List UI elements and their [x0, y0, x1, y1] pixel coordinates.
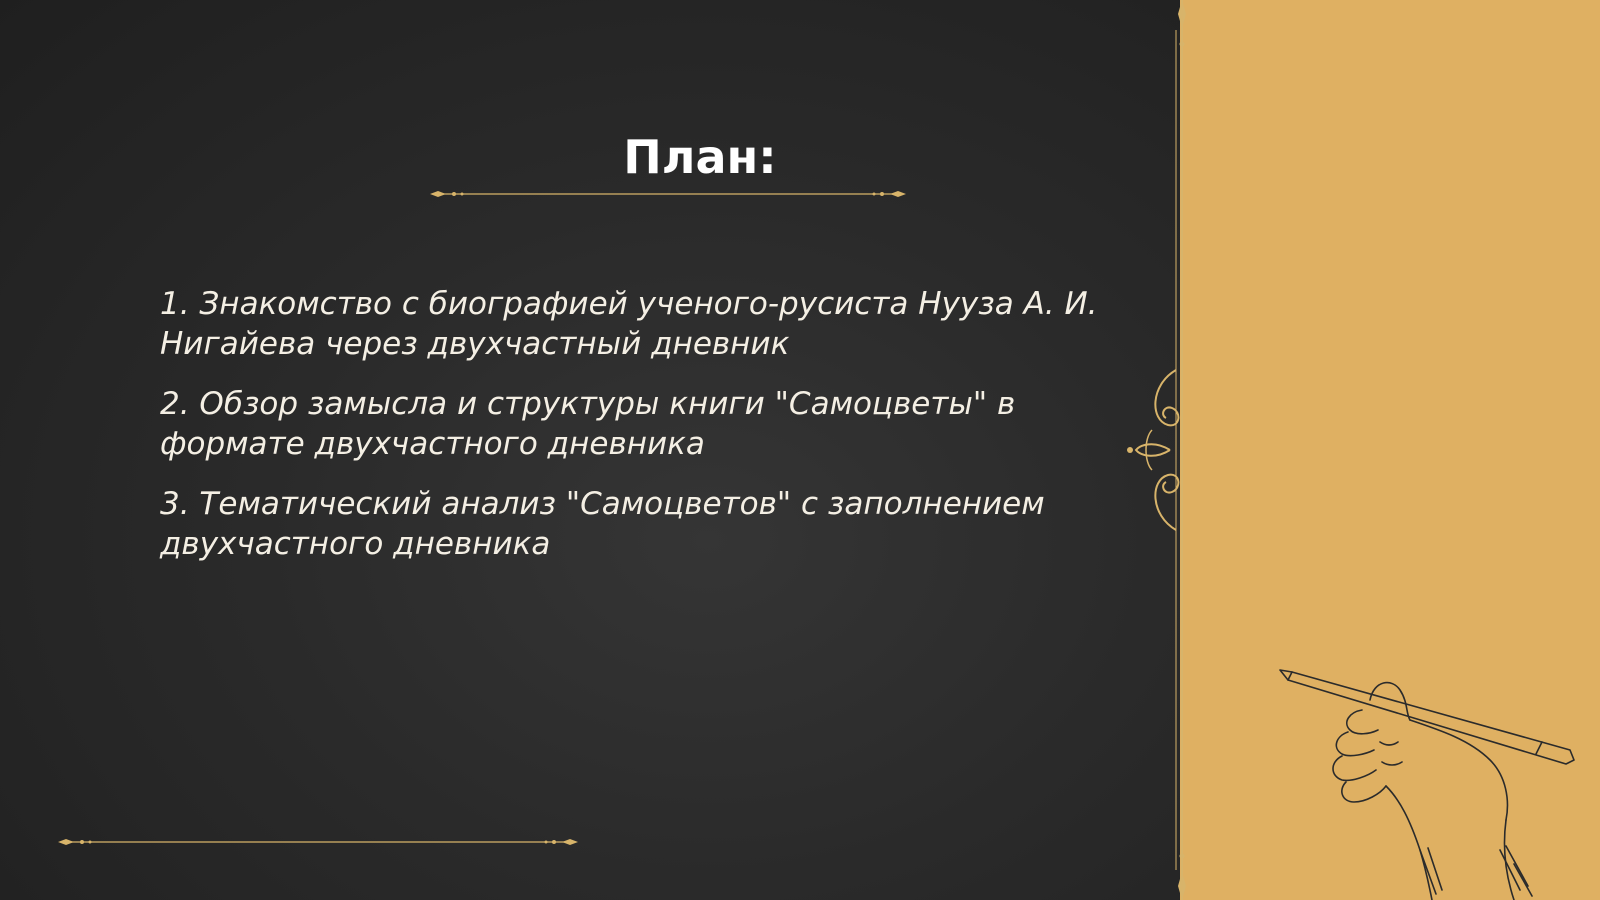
- ornamental-border-icon: [1110, 0, 1190, 900]
- plan-item: 3. Тематический анализ "Самоцветов" с заполнением двухчастного дневника: [160, 486, 1045, 562]
- plan-item: 2. Обзор замысла и структуры книги "Самоцветы" в формате двухчастного дневника: [160, 386, 1016, 462]
- slide-title: План:: [623, 130, 777, 184]
- plan-item: 1. Знакомство с биографией ученого-русиста Нууза А. И. Нигайева через двухчастный дневник: [160, 286, 1098, 362]
- plan-list: [160, 284, 1100, 584]
- bottom-divider-icon: [56, 836, 580, 848]
- title-divider-icon: [428, 188, 908, 200]
- hand-with-pencil-icon: [1270, 650, 1590, 900]
